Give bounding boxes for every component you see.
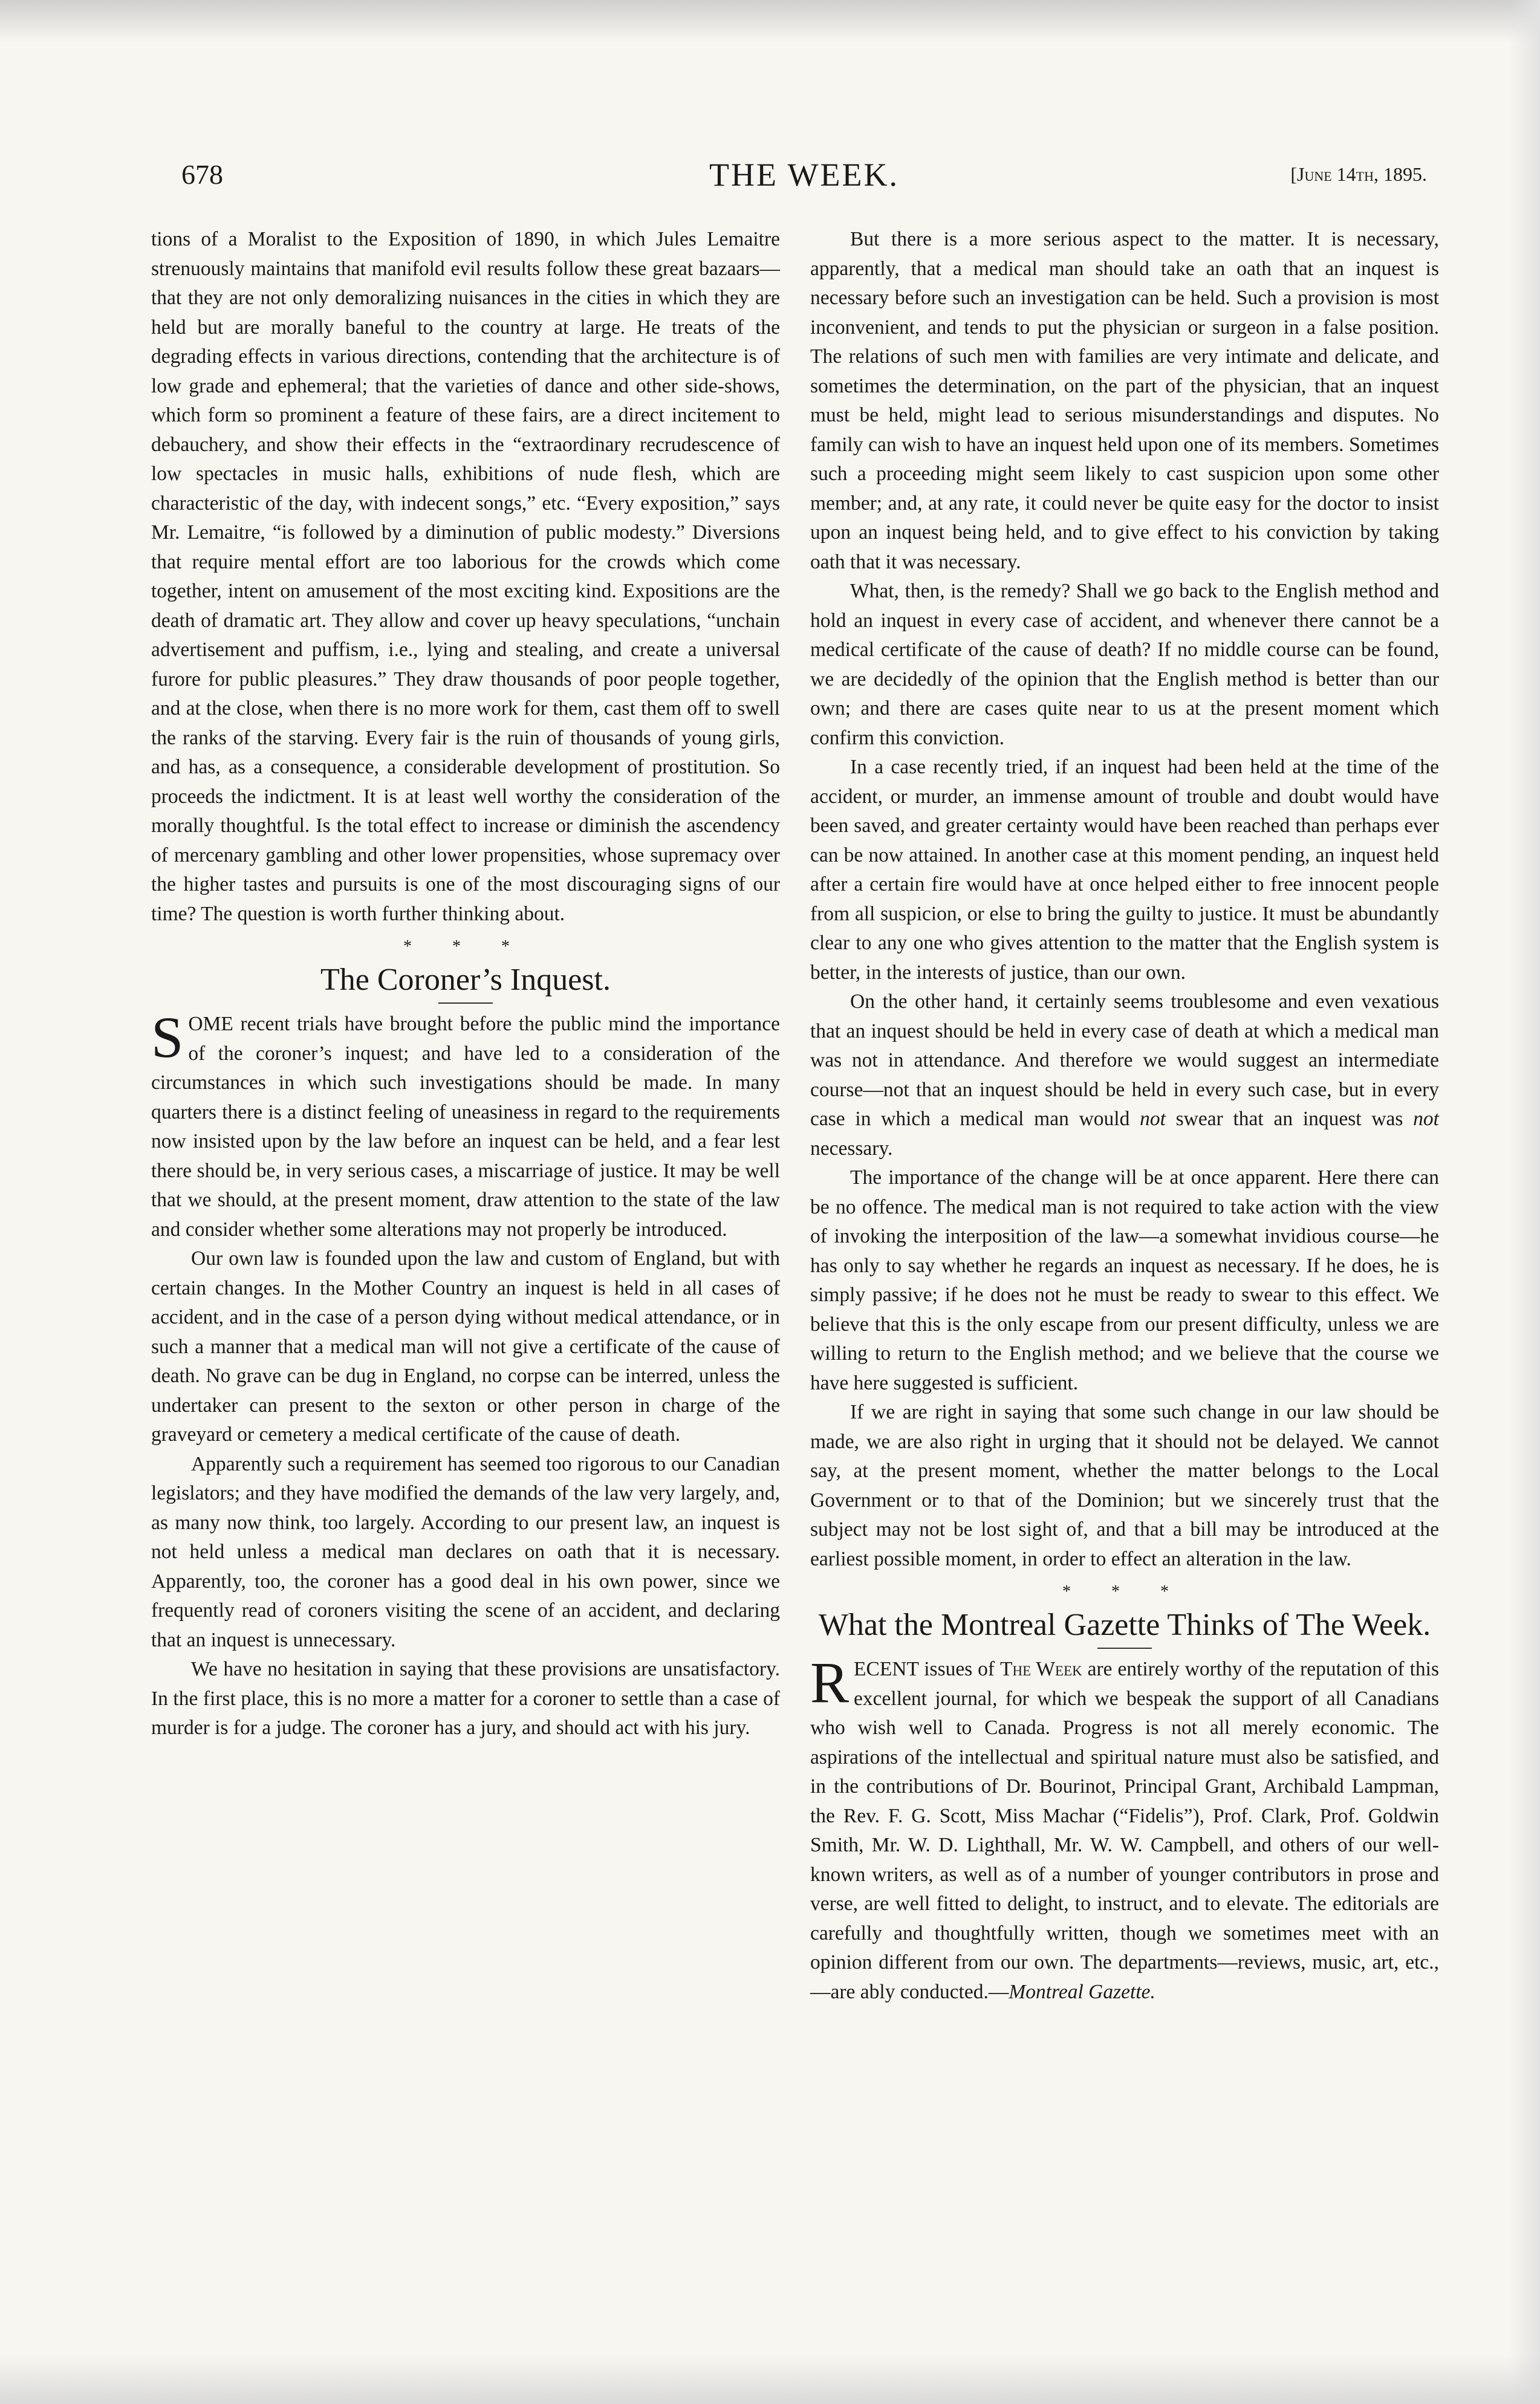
article-paragraph [810, 1650, 1439, 2007]
article-paragraph: The importance of the change will be at once apparent. Here there can be no offence. The medical man is not required to take action with the view of invoking the interposition of the law—a somewhat invidious course—he has only to say whether he regards an inquest as necessary. If he does, he is simply passive; if he does not he must be ready to swear to this effect. We believe that this is the only escape from our present difficulty, unless we are willing to return to the English method; and we believe that the course we have here suggested is sufficient. [810, 1166, 1439, 1394]
article-paragraph: In a case recently tried, if an inquest had been held at the time of the accident, or murder, an immense amount of trouble and doubt would have been saved, and greater certainty would have been reached than perhaps ever can be now attained. In another case at this moment pending, an inquest held after a certain fire would have at once helped either to free innocent people from all suspicion, or else to bring the guilty to justice. It must be abundantly clear to any one who gives attention to the matter that the English system is better, in the interests of justice, than our own. [810, 756, 1439, 984]
dropcap: R [810, 1650, 850, 1715]
article-paragraph: What, then, is the remedy? Shall we go back to the English method and hold an inquest in every case of accident, and whenever there cannot be a medical certificate of the cause of death? If no middle course can be found, we are decidedly of the opinion that the English method is better than our own; and there are cases quite near to us at the present moment which confirm this conviction. [810, 580, 1439, 749]
paragraph-text: necessary. [810, 1137, 893, 1160]
section-separator: * * * [1062, 1582, 1187, 1601]
article-title-montreal-gazette: What the Montreal Gazette Thinks of The Week. [818, 1608, 1431, 1642]
title-rule [1097, 1648, 1152, 1649]
article-paragraph [810, 987, 1439, 1163]
right-column [810, 225, 1439, 2007]
issue-date: [June 14th, 1895. [1290, 163, 1427, 185]
page-edge-right [1510, 0, 1540, 2404]
paragraph-text: swear that an inquest was [1165, 1108, 1414, 1130]
masthead: THE WEEK. [709, 157, 899, 193]
journal-name: The Week [1000, 1658, 1082, 1680]
paragraph-text: are entirely worthy of the reputation of this excellent journal, for which we bespeak the support of all Canadians who wish well to Canada. Progress is not all merely economic. The aspirations of the intellectual and spiritual nature must also be satisfied, and in the contributions of Dr. Bourinot, Principal Grant, Archibald Lampman, the Rev. F. G. Scott, Miss Machar (“Fidelis”), Prof. Clark, Prof. Goldwin Smith, Mr. W. D. Lighthall, Mr. W. W. Campbell, and others of our well-known writers, as well as of a number of younger contributors in prose and verse, are well fitted to delight, to instruct, and to elevate. The editorials are carefully and thoughtfully written, though we sometimes meet with an opinion different from our own. The departments—reviews, music, art, etc.,—are ably conducted.— [810, 1658, 1439, 2003]
article-paragraph: If we are right in saying that some such change in our law should be made, we are also right in urging that it should not be delayed. We cannot say, at the present moment, whether the matter belongs to the Local Government or to that of the Dominion; but we sincerely trust that the subject may not be lost sight of, and that a bill may be introduced at the earliest possible moment, in order to effect an alteration in the law. [810, 1401, 1439, 1570]
article-paragraph: But there is a more serious aspect to the matter. It is necessary, apparently, that a medical man should take an oath that an inquest is necessary before such an investigation can be held. Such a provision is most inconvenient, and tends to put the physician or surgeon in a false position. The relations of such men with families are very intimate and delicate, and sometimes the determination, on the part of the physician, that an inquest must be held, might lead to serious misunderstandings and disputes. No family can wish to have an inquest held upon one of its members. Sometimes such a proceeding might seem likely to cast suspicion upon some other member; and, at any rate, it could never be quite easy for the doctor to insist upon an inquest being held, and to give effect to his conviction by taking oath that it was necessary. [810, 228, 1439, 573]
emphasis-text: not [1140, 1108, 1166, 1130]
source-attribution: Montreal Gazette. [1009, 1980, 1155, 2003]
article-paragraph [151, 1005, 780, 1244]
article-paragraph: Apparently such a requirement has seemed too rigorous to our Canadian legislators; and they have modified the demands of the law very largely, and, as many now think, too largely. According to our present law, an inquest is not held unless a medical man declares on oath that it is necessary. Apparently, too, the coroner has a good deal in his own power, since we frequently read of coroners visiting the scene of an accident, and declaring that an inquest is unnecessary. [151, 1452, 780, 1651]
dropcap: S [151, 1005, 184, 1070]
title-rule [438, 1002, 493, 1004]
article-title-coroners-inquest: The Coroner’s Inquest. [320, 963, 611, 997]
page-edge-top [0, 0, 1540, 42]
section-separator: * * * [403, 937, 528, 956]
paragraph-text: ECENT issues of [854, 1658, 1000, 1680]
article-paragraph: We have no hesitation in saying that these provisions are unsatisfactory. In the first place, this is no more a matter for a coroner to settle than a case of murder is for a judge. The coroner has a jury, and should act with his jury. [151, 1658, 780, 1739]
emphasis-text: not [1413, 1108, 1439, 1130]
page-header [181, 158, 1427, 201]
page-number: 678 [181, 159, 223, 190]
page-edge-bottom [0, 2356, 1540, 2404]
continued-paragraph: tions of a Moralist to the Exposition of 1890, in which Jules Lemaitre strenuously maintains that manifold evil results follow these great bazaars—that they are not only demoralizing nuisances in the cities in which they are held but are morally baneful to the country at large. He treats of the degrading effects in various directions, contending that the architecture is of low grade and ephemeral; that the varieties of dance and other side-shows, which form so prominent a feature of these fairs, are a direct incitement to debauchery, and show their effects in the “extraordinary recrudescence of low spectacles in music halls, exhibitions of nude flesh, which are characteristic of the day, with indecent songs,” etc. “Every exposition,” says Mr. Lemaitre, “is followed by a diminution of public modesty.” Diversions that require mental effort are too laborious for the crowds which come together, intent on amusement of the most exciting kind. Expositions are the death of dramatic art. They allow and cover up heavy speculations, “unchain advertisement and puffism, i.e., lying and stealing, and create a universal furore for public pleasures.” They draw thousands of poor people together, and at the close, when there is no more work for them, cast them off to swell the ranks of the starving. Every fair is the ruin of thousands of young girls, and has, as a consequence, a considerable development of prostitution. So proceeds the indictment. It is at least well worthy the consideration of the morally thoughtful. Is the total effect to increase or diminish the ascendency of mercenary gambling and other lower propensities, whose supremacy over the higher tastes and pursuits is one of the most discouraging signs of our time? The question is worth further thinking about. [151, 228, 780, 925]
article-paragraph: Our own law is founded upon the law and custom of England, but with certain changes. In the Mother Country an inquest is held in all cases of accident, and in the case of a person dying without medical attendance, or in such a manner that a medical man will not give a certificate of the cause of death. No grave can be dug in England, no corpse can be interred, unless the undertaker can present to the sexton or other person in charge of the graveyard or cemetery a medical certificate of the cause of death. [151, 1247, 780, 1446]
paragraph-text: On the other hand, it certainly seems troublesome and even vexatious that an inquest should be held in every case of death at which a medical man was not in attendance. And therefore we would suggest an intermediate course—not that an inquest should be held in every such case, but in every case in which a medical man would [810, 990, 1439, 1130]
paragraph-text: OME recent trials have brought before the public mind the importance of the coroner’s inquest; and have led to a consideration of the circumstances in which such investigations should be made. In many quarters there is a distinct feeling of uneasiness in regard to the requirements now insisted upon by the law before an inquest can be held, and a fear lest there should be, in very serious cases, a miscarriage of justice. It may be well that we should, at the present moment, draw attention to the state of the law and consider whether some alterations may not properly be introduced. [151, 1013, 780, 1241]
left-column [151, 225, 780, 1743]
